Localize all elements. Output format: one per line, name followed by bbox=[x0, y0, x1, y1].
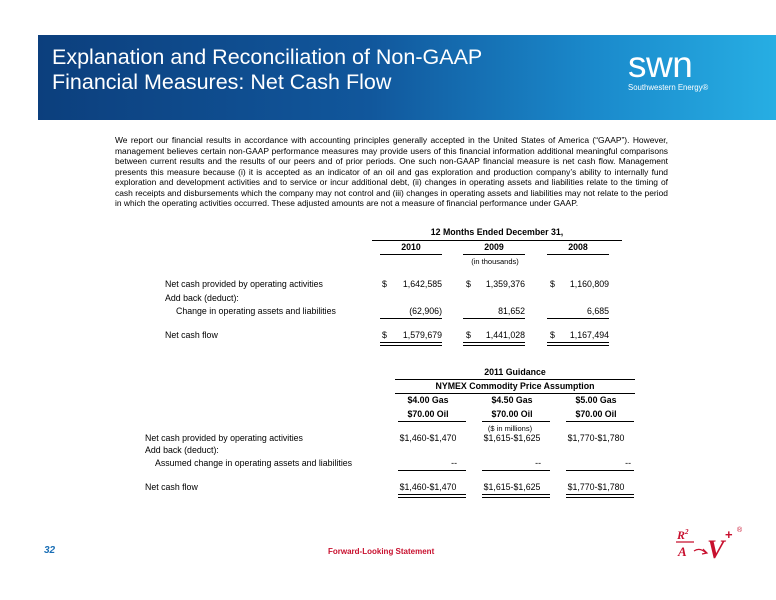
value-ncp-2008: 1,160,809 bbox=[569, 279, 609, 289]
value-ncp-2009: 1,359,376 bbox=[485, 279, 525, 289]
guidance-header-rule bbox=[395, 379, 635, 380]
row-label-net-cash-provided: Net cash provided by operating activities bbox=[165, 279, 323, 289]
nymex-header-rule bbox=[395, 393, 635, 394]
swn-logo: swn bbox=[628, 44, 693, 85]
value-ncf-2010: 1,579,679 bbox=[402, 330, 442, 340]
value-change-2010: (62,906) bbox=[409, 306, 442, 316]
nymex-header: NYMEX Commodity Price Assumption bbox=[435, 381, 595, 391]
scenario-gas-1: $4.00 Gas bbox=[407, 395, 449, 405]
intro-paragraph: We report our financial results in accordance with accounting principles generally accepted in the United States of America (“GAAP”). However, management believes certain non-GAAP performance measures may provide users of this financial information additional meaningful comparisons between current results and the results of our peers and of prior periods. One such non-GAAP financial measure is net cash flow. Management presents this measure because (i) it is accepted as an indicator of an oil and gas exploration and production company’s ability to internally fund exploration and development activities and to service or incur additional debt, (ii) changes in operating assets and liabilities relate to the timing of cash receipts and disbursements which the company may not control and (iii) changes in operating assets and liabilities may not relate to the period in which the operating activities occurred. These adjusted amounts are not a measure of financial performance under GAAP. bbox=[115, 135, 668, 208]
total-double-rule-2008 bbox=[547, 342, 609, 346]
currency-symbol: $ bbox=[466, 279, 471, 289]
subtotal-rule-2 bbox=[482, 470, 550, 471]
scenario-rule-2 bbox=[482, 421, 550, 422]
value-ncf-2009: 1,441,028 bbox=[485, 330, 525, 340]
subtotal-rule-1 bbox=[398, 470, 466, 471]
row-label-net-cash-flow: Net cash flow bbox=[145, 482, 198, 492]
page-title-line-2: Financial Measures: Net Cash Flow bbox=[52, 70, 392, 94]
period-header: 12 Months Ended December 31, bbox=[430, 227, 564, 237]
value-change-scenario-2: -- bbox=[535, 458, 541, 468]
value-ncf-scenario-2: $1,615-$1,625 bbox=[483, 482, 541, 492]
subtotal-rule-2008 bbox=[547, 318, 609, 319]
value-ncf-2008: 1,167,494 bbox=[569, 330, 609, 340]
svg-text:®: ® bbox=[737, 527, 743, 534]
total-double-rule-3 bbox=[566, 494, 634, 498]
value-change-scenario-1: -- bbox=[451, 458, 457, 468]
scenario-rule-1 bbox=[398, 421, 466, 422]
subtotal-rule-2009 bbox=[463, 318, 525, 319]
rv-logo bbox=[676, 523, 748, 563]
currency-symbol: $ bbox=[550, 279, 555, 289]
year-header-2010: 2010 bbox=[401, 242, 421, 252]
scenario-oil-2: $70.00 Oil bbox=[491, 409, 533, 419]
currency-symbol: $ bbox=[382, 330, 387, 340]
total-double-rule-2010 bbox=[380, 342, 442, 346]
period-header-rule bbox=[372, 240, 622, 241]
value-change-scenario-3: -- bbox=[625, 458, 631, 468]
swn-logo-subtext: Southwestern Energy® bbox=[628, 83, 709, 92]
value-ncp-scenario-1: $1,460-$1,470 bbox=[399, 433, 457, 443]
year-header-2008: 2008 bbox=[568, 242, 588, 252]
year-header-2009: 2009 bbox=[484, 242, 504, 252]
svg-text:+: + bbox=[725, 527, 733, 542]
svg-text:A: A bbox=[678, 544, 687, 559]
page-number: 32 bbox=[44, 545, 56, 556]
value-ncp-scenario-2: $1,615-$1,625 bbox=[483, 433, 541, 443]
total-double-rule-2009 bbox=[463, 342, 525, 346]
forward-looking-statement-link[interactable]: Forward-Looking Statement bbox=[328, 547, 435, 556]
row-label-net-cash-provided: Net cash provided by operating activities bbox=[145, 433, 303, 443]
scenario-gas-2: $4.50 Gas bbox=[491, 395, 533, 405]
currency-symbol: $ bbox=[550, 330, 555, 340]
row-label-change-operating: Change in operating assets and liabilities bbox=[176, 306, 336, 316]
scenario-oil-3: $70.00 Oil bbox=[575, 409, 617, 419]
row-label-add-back: Add back (deduct): bbox=[165, 293, 239, 303]
guidance-header: 2011 Guidance bbox=[484, 367, 546, 377]
value-ncf-scenario-1: $1,460-$1,470 bbox=[399, 482, 457, 492]
svg-text:V: V bbox=[707, 535, 725, 563]
row-label-assumed-change: Assumed change in operating assets and liabilities bbox=[155, 458, 353, 468]
scenario-gas-3: $5.00 Gas bbox=[575, 395, 617, 405]
value-change-2009: 81,652 bbox=[498, 306, 525, 316]
total-double-rule-1 bbox=[398, 494, 466, 498]
scenario-rule-3 bbox=[566, 421, 634, 422]
page-title bbox=[52, 45, 482, 95]
currency-symbol: $ bbox=[382, 279, 387, 289]
value-ncf-scenario-3: $1,770-$1,780 bbox=[567, 482, 625, 492]
scenario-oil-1: $70.00 Oil bbox=[407, 409, 449, 419]
units-label: ($ in millions) bbox=[487, 424, 533, 433]
year-rule-2010 bbox=[380, 254, 442, 255]
year-rule-2008 bbox=[547, 254, 609, 255]
year-rule-2009 bbox=[463, 254, 525, 255]
currency-symbol: $ bbox=[466, 330, 471, 340]
units-label: (in thousands) bbox=[471, 257, 519, 266]
svg-text:2: 2 bbox=[685, 528, 689, 536]
subtotal-rule-3 bbox=[566, 470, 634, 471]
value-change-2008: 6,685 bbox=[586, 306, 609, 316]
value-ncp-2010: 1,642,585 bbox=[402, 279, 442, 289]
total-double-rule-2 bbox=[482, 494, 550, 498]
page-title-line-1: Explanation and Reconciliation of Non-GAAP bbox=[52, 45, 483, 69]
value-ncp-scenario-3: $1,770-$1,780 bbox=[567, 433, 625, 443]
row-label-add-back: Add back (deduct): bbox=[145, 445, 219, 455]
row-label-net-cash-flow: Net cash flow bbox=[165, 330, 218, 340]
subtotal-rule-2010 bbox=[380, 318, 442, 319]
svg-text:R: R bbox=[677, 528, 686, 542]
